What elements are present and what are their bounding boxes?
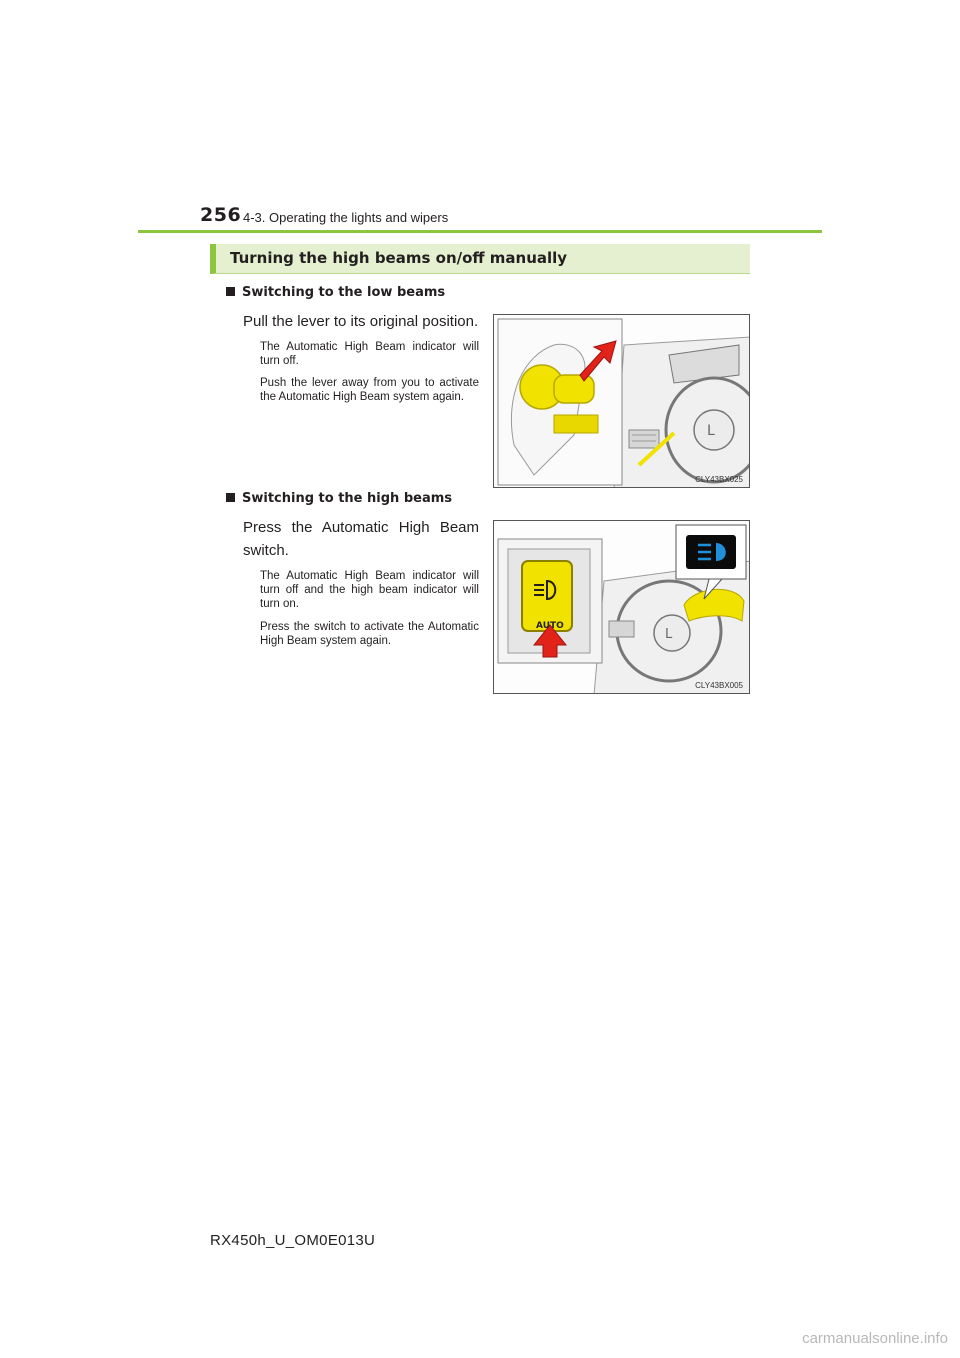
header-rule [138,230,822,233]
svg-text:L: L [707,423,715,439]
lever-illustration-graphic [494,315,750,488]
svg-text:L: L [665,627,673,642]
figure-lever-illustration [493,314,750,488]
subheading-high-beams-text: Switching to the high beams [242,491,453,506]
page-number: 256 [200,204,242,226]
figure-code-low-beams: CLY43BX025 [695,475,743,484]
subheading-low-beams-text: Switching to the low beams [242,285,446,300]
footer-document-code: RX450h_U_OM0E013U [210,1232,376,1249]
bullet-square-icon [226,493,235,502]
section-title-bar [210,244,750,274]
note-low-beams-1: The Automatic High Beam indicator will turn off. [260,341,479,367]
switch-auto-label: AUTO [536,621,564,631]
switch-illustration-graphic [494,521,750,694]
section-reference: 4-3. Operating the lights and wipers [243,210,449,225]
instruction-high-beams: Press the Automatic High Beam switch. [243,519,479,559]
instruction-low-beams: Pull the lever to its original position. [243,313,479,330]
bullet-square-icon [226,287,235,296]
note-low-beams-2: Push the lever away from you to activate the Automatic High Beam system again. [260,377,479,403]
note-high-beams-2: Press the switch to activate the Automatic High Beam system again. [260,621,479,647]
note-high-beams-1: The Automatic High Beam indicator will turn off and the high beam indicator will turn on. [260,570,479,610]
section-title: Turning the high beams on/off manually [230,249,568,267]
subheading-high-beams [226,491,452,506]
figure-code-high-beams: CLY43BX005 [695,681,743,690]
watermark-link[interactable]: carmanualsonline.info [802,1330,948,1347]
subheading-low-beams [226,285,445,300]
figure-switch-illustration [493,520,750,694]
